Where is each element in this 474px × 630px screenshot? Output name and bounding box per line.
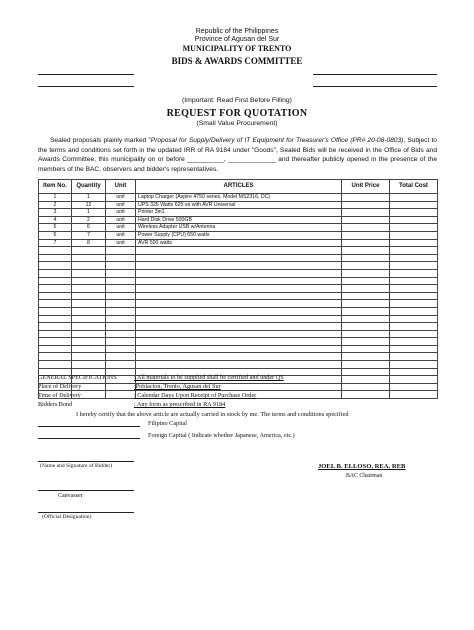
table-row bbox=[39, 315, 438, 323]
cell-quantity bbox=[72, 254, 106, 262]
cell-total-cost bbox=[390, 376, 438, 384]
table-row bbox=[39, 216, 438, 224]
cell-article: UPS 325 Watts 625 va with AVR Universal bbox=[136, 201, 342, 209]
cell-item-no: 3 bbox=[39, 209, 72, 217]
bidder-signature-caption: (Name and Signature of Bidder) bbox=[40, 463, 113, 469]
items-table bbox=[38, 179, 438, 399]
cell-article: Wireless Adapter USB w/Antenna bbox=[136, 224, 342, 232]
cell-article: Laptop Charger (Aspire 4750 series, Model MS2316, DC) bbox=[136, 194, 342, 202]
table-row bbox=[39, 201, 438, 209]
cell-article bbox=[136, 353, 342, 361]
intro-text-2: , Subject to the terms and conditions set forth in the updated IRR of RA 9184 under "Goods", Sealed Bids will be received in the Office of Bids and Awards Committee, this municipality on or before __________, _____________ and thereafter publicly opened in the presence of the members of the BAC, observers and bidder's representatives. bbox=[38, 137, 437, 173]
cell-total-cost bbox=[390, 285, 438, 293]
cell-total-cost bbox=[390, 383, 438, 391]
cell-unit bbox=[106, 277, 136, 285]
table-row bbox=[39, 353, 438, 361]
bond-label: Bidders Bond bbox=[38, 401, 73, 408]
cell-unit-price bbox=[342, 239, 390, 247]
cell-unit-price bbox=[342, 194, 390, 202]
cell-item-no bbox=[39, 338, 72, 346]
cell-total-cost bbox=[390, 391, 438, 399]
cell-unit-price bbox=[342, 254, 390, 262]
cell-item-no bbox=[39, 277, 72, 285]
cell-item-no bbox=[39, 361, 72, 369]
table-row bbox=[39, 239, 438, 247]
table-row bbox=[39, 254, 438, 262]
cell-unit: unit bbox=[106, 216, 136, 224]
cell-quantity bbox=[72, 338, 106, 346]
header-line-left-2 bbox=[38, 86, 134, 87]
designation-line bbox=[38, 512, 134, 513]
cell-total-cost bbox=[390, 353, 438, 361]
cell-total-cost bbox=[390, 361, 438, 369]
table-row bbox=[39, 247, 438, 255]
cell-quantity bbox=[72, 300, 106, 308]
cell-total-cost bbox=[390, 368, 438, 376]
cell-total-cost bbox=[390, 224, 438, 232]
cell-item-no bbox=[39, 300, 72, 308]
republic-text: Republic of the Philippines bbox=[195, 28, 279, 35]
col-header-total-cost: Total Cost bbox=[390, 180, 438, 194]
cell-quantity: 2 bbox=[72, 216, 106, 224]
cell-unit bbox=[106, 391, 136, 399]
cell-unit-price bbox=[342, 338, 390, 346]
cell-unit-price bbox=[342, 216, 390, 224]
general-spec-value: : All materials to be supplied shall be certified and under QS bbox=[134, 374, 284, 381]
canvasser-label: Canvasser bbox=[58, 493, 83, 499]
table-row bbox=[39, 383, 438, 391]
cell-unit: unit bbox=[106, 239, 136, 247]
cell-unit-price bbox=[342, 277, 390, 285]
cell-total-cost bbox=[390, 323, 438, 331]
cell-item-no bbox=[39, 269, 72, 277]
header-line-right-1 bbox=[313, 74, 437, 75]
cell-unit bbox=[106, 383, 136, 391]
page-title: REQUEST FOR QUOTATION bbox=[166, 108, 308, 119]
cell-item-no bbox=[39, 315, 72, 323]
cell-article bbox=[136, 292, 342, 300]
table-row bbox=[39, 345, 438, 353]
cell-item-no bbox=[39, 262, 72, 270]
cell-unit-price bbox=[342, 247, 390, 255]
cell-unit-price bbox=[342, 209, 390, 217]
important-notice: (Important: Read First Before Filling) bbox=[182, 97, 292, 104]
cell-total-cost bbox=[390, 338, 438, 346]
cell-unit bbox=[106, 300, 136, 308]
cell-unit-price bbox=[342, 361, 390, 369]
certify-statement: I hereby certify that the above article are actually carried in stock by me. The terms and conditions specified bbox=[76, 411, 349, 418]
cell-unit bbox=[106, 269, 136, 277]
cell-item-no bbox=[39, 247, 72, 255]
bond-value: : Any form as prescribed in RA 9184 bbox=[134, 401, 226, 408]
table-row bbox=[39, 300, 438, 308]
header-line-right-2 bbox=[313, 86, 437, 87]
cell-unit-price bbox=[342, 383, 390, 391]
cell-unit-price bbox=[342, 376, 390, 384]
table-row bbox=[39, 361, 438, 369]
cell-item-no bbox=[39, 307, 72, 315]
col-header-unit: Unit bbox=[106, 180, 136, 194]
filipino-capital-label: Filipino Capital bbox=[148, 420, 188, 427]
cell-quantity bbox=[72, 323, 106, 331]
table-row bbox=[39, 292, 438, 300]
cell-total-cost bbox=[390, 307, 438, 315]
page-subtitle: (Small Value Procurement) bbox=[196, 120, 278, 127]
table-row bbox=[39, 277, 438, 285]
header-line-left-1 bbox=[38, 74, 134, 75]
cell-unit bbox=[106, 292, 136, 300]
table-header-row bbox=[39, 180, 438, 194]
cell-total-cost bbox=[390, 277, 438, 285]
table-row bbox=[39, 269, 438, 277]
cell-total-cost bbox=[390, 300, 438, 308]
cell-unit: unit bbox=[106, 194, 136, 202]
intro-project-title: Proposal for Supply/Delivery of IT Equipment for Treasurer's Office (PR# 20-08-0803) bbox=[150, 137, 404, 144]
cell-unit-price bbox=[342, 224, 390, 232]
cell-quantity: 1 bbox=[72, 194, 106, 202]
cell-item-no bbox=[39, 345, 72, 353]
cell-unit-price bbox=[342, 231, 390, 239]
table-row bbox=[39, 194, 438, 202]
cell-article bbox=[136, 262, 342, 270]
cell-item-no: 1 bbox=[39, 194, 72, 202]
table-row bbox=[39, 285, 438, 293]
cell-total-cost bbox=[390, 216, 438, 224]
cell-article bbox=[136, 269, 342, 277]
cell-article: AVR 500 watts bbox=[136, 239, 342, 247]
cell-quantity bbox=[72, 285, 106, 293]
cell-article bbox=[136, 300, 342, 308]
cell-unit-price bbox=[342, 315, 390, 323]
cell-quantity bbox=[72, 330, 106, 338]
cell-unit bbox=[106, 315, 136, 323]
cell-unit-price bbox=[342, 307, 390, 315]
cell-article: Power Supply (CPU) 650 watts bbox=[136, 231, 342, 239]
cell-quantity bbox=[72, 247, 106, 255]
cell-total-cost bbox=[390, 239, 438, 247]
cell-unit: unit bbox=[106, 201, 136, 209]
filipino-capital-line bbox=[38, 426, 140, 427]
table-row bbox=[39, 323, 438, 331]
cell-item-no bbox=[39, 330, 72, 338]
cell-quantity bbox=[72, 292, 106, 300]
table-row bbox=[39, 330, 438, 338]
cell-item-no bbox=[39, 353, 72, 361]
cell-total-cost bbox=[390, 254, 438, 262]
cell-article bbox=[136, 307, 342, 315]
bac-chairman-name: JOEL B. ELLOSO, REA, REB bbox=[318, 463, 406, 470]
cell-article: Hard Disk Drive 500GB bbox=[136, 216, 342, 224]
cell-unit-price bbox=[342, 323, 390, 331]
cell-unit bbox=[106, 345, 136, 353]
cell-unit bbox=[106, 361, 136, 369]
cell-unit-price bbox=[342, 345, 390, 353]
cell-unit-price bbox=[342, 391, 390, 399]
cell-article bbox=[136, 277, 342, 285]
cell-total-cost bbox=[390, 269, 438, 277]
table-row bbox=[39, 262, 438, 270]
cell-item-no bbox=[39, 323, 72, 331]
cell-total-cost bbox=[390, 209, 438, 217]
designation-caption: (Official Designation) bbox=[42, 514, 92, 520]
cell-unit-price bbox=[342, 292, 390, 300]
cell-quantity: 7 bbox=[72, 231, 106, 239]
cell-unit-price bbox=[342, 300, 390, 308]
cell-total-cost bbox=[390, 231, 438, 239]
cell-item-no: 6 bbox=[39, 231, 72, 239]
cell-quantity bbox=[72, 307, 106, 315]
cell-item-no: 7 bbox=[39, 239, 72, 247]
time-value: : Calendar Days Upon Receipt of Purchase Order bbox=[134, 392, 257, 399]
cell-total-cost bbox=[390, 315, 438, 323]
cell-quantity bbox=[72, 315, 106, 323]
foreign-capital-label: Foreign Capital ( Indicate whether Japanese, America, etc.) bbox=[148, 432, 295, 439]
cell-unit-price bbox=[342, 201, 390, 209]
col-header-articles: ARTICLES bbox=[136, 180, 342, 194]
cell-total-cost bbox=[390, 262, 438, 270]
cell-quantity bbox=[72, 361, 106, 369]
cell-total-cost bbox=[390, 330, 438, 338]
cell-unit bbox=[106, 247, 136, 255]
intro-paragraph bbox=[38, 136, 437, 174]
table-row bbox=[39, 307, 438, 315]
general-spec-label: GENERAL SPECIFICATIONS bbox=[38, 374, 117, 381]
cell-item-no: 5 bbox=[39, 224, 72, 232]
cell-quantity bbox=[72, 277, 106, 285]
place-value: :Poblacion, Trento, Agusan del Sur bbox=[134, 383, 221, 390]
col-header-quantity: Quantity bbox=[72, 180, 106, 194]
time-label: Time of Delivery bbox=[38, 392, 81, 399]
table-row bbox=[39, 231, 438, 239]
foreign-capital-line bbox=[38, 438, 140, 439]
province-text: Province of Agusan del Sur bbox=[194, 36, 280, 43]
table-row bbox=[39, 224, 438, 232]
cell-article: Printer 3in1 bbox=[136, 209, 342, 217]
cell-unit-price bbox=[342, 330, 390, 338]
cell-unit: unit bbox=[106, 224, 136, 232]
cell-quantity: 6 bbox=[72, 224, 106, 232]
cell-article bbox=[136, 323, 342, 331]
municipality-text: MUNICIPALITY OF TRENTO bbox=[182, 44, 292, 53]
cell-unit-price bbox=[342, 262, 390, 270]
cell-quantity bbox=[72, 269, 106, 277]
cell-item-no bbox=[39, 292, 72, 300]
cell-quantity bbox=[72, 345, 106, 353]
cell-unit bbox=[106, 262, 136, 270]
cell-quantity: 8 bbox=[72, 239, 106, 247]
cell-total-cost bbox=[390, 247, 438, 255]
cell-unit bbox=[106, 254, 136, 262]
table-row bbox=[39, 209, 438, 217]
cell-unit bbox=[106, 338, 136, 346]
cell-total-cost bbox=[390, 345, 438, 353]
cell-article bbox=[136, 254, 342, 262]
place-label: Place of Delivery bbox=[38, 383, 82, 390]
table-row bbox=[39, 338, 438, 346]
cell-item-no: 2 bbox=[39, 201, 72, 209]
cell-item-no bbox=[39, 285, 72, 293]
cell-unit-price bbox=[342, 269, 390, 277]
cell-unit bbox=[106, 353, 136, 361]
cell-article bbox=[136, 285, 342, 293]
cell-article bbox=[136, 345, 342, 353]
cell-quantity bbox=[72, 353, 106, 361]
cell-article bbox=[136, 361, 342, 369]
cell-unit bbox=[106, 307, 136, 315]
table-body bbox=[39, 194, 438, 399]
cell-total-cost bbox=[390, 194, 438, 202]
bidder-signature-line bbox=[38, 461, 134, 462]
cell-unit-price bbox=[342, 353, 390, 361]
cell-quantity: 1 bbox=[72, 209, 106, 217]
cell-item-no bbox=[39, 254, 72, 262]
cell-unit-price bbox=[342, 285, 390, 293]
cell-total-cost bbox=[390, 201, 438, 209]
cell-unit bbox=[106, 285, 136, 293]
intro-text-1: Sealed proposals plainly marked " bbox=[50, 137, 151, 144]
col-header-item-no: Item No. bbox=[39, 180, 72, 194]
cell-unit-price bbox=[342, 368, 390, 376]
cell-unit: unit bbox=[106, 209, 136, 217]
cell-unit: unit bbox=[106, 231, 136, 239]
cell-article bbox=[136, 338, 342, 346]
cell-unit bbox=[106, 323, 136, 331]
col-header-unit-price: Unit Price bbox=[342, 180, 390, 194]
canvasser-signature-line bbox=[38, 490, 134, 491]
cell-quantity bbox=[72, 262, 106, 270]
cell-article bbox=[136, 330, 342, 338]
bac-chairman-title: BAC Chairman bbox=[346, 473, 383, 479]
committee-text: BIDS & AWARDS COMMITTEE bbox=[171, 56, 303, 66]
cell-unit bbox=[106, 330, 136, 338]
cell-item-no: 4 bbox=[39, 216, 72, 224]
cell-article bbox=[136, 315, 342, 323]
cell-total-cost bbox=[390, 292, 438, 300]
cell-article bbox=[136, 247, 342, 255]
cell-quantity: 12 bbox=[72, 201, 106, 209]
